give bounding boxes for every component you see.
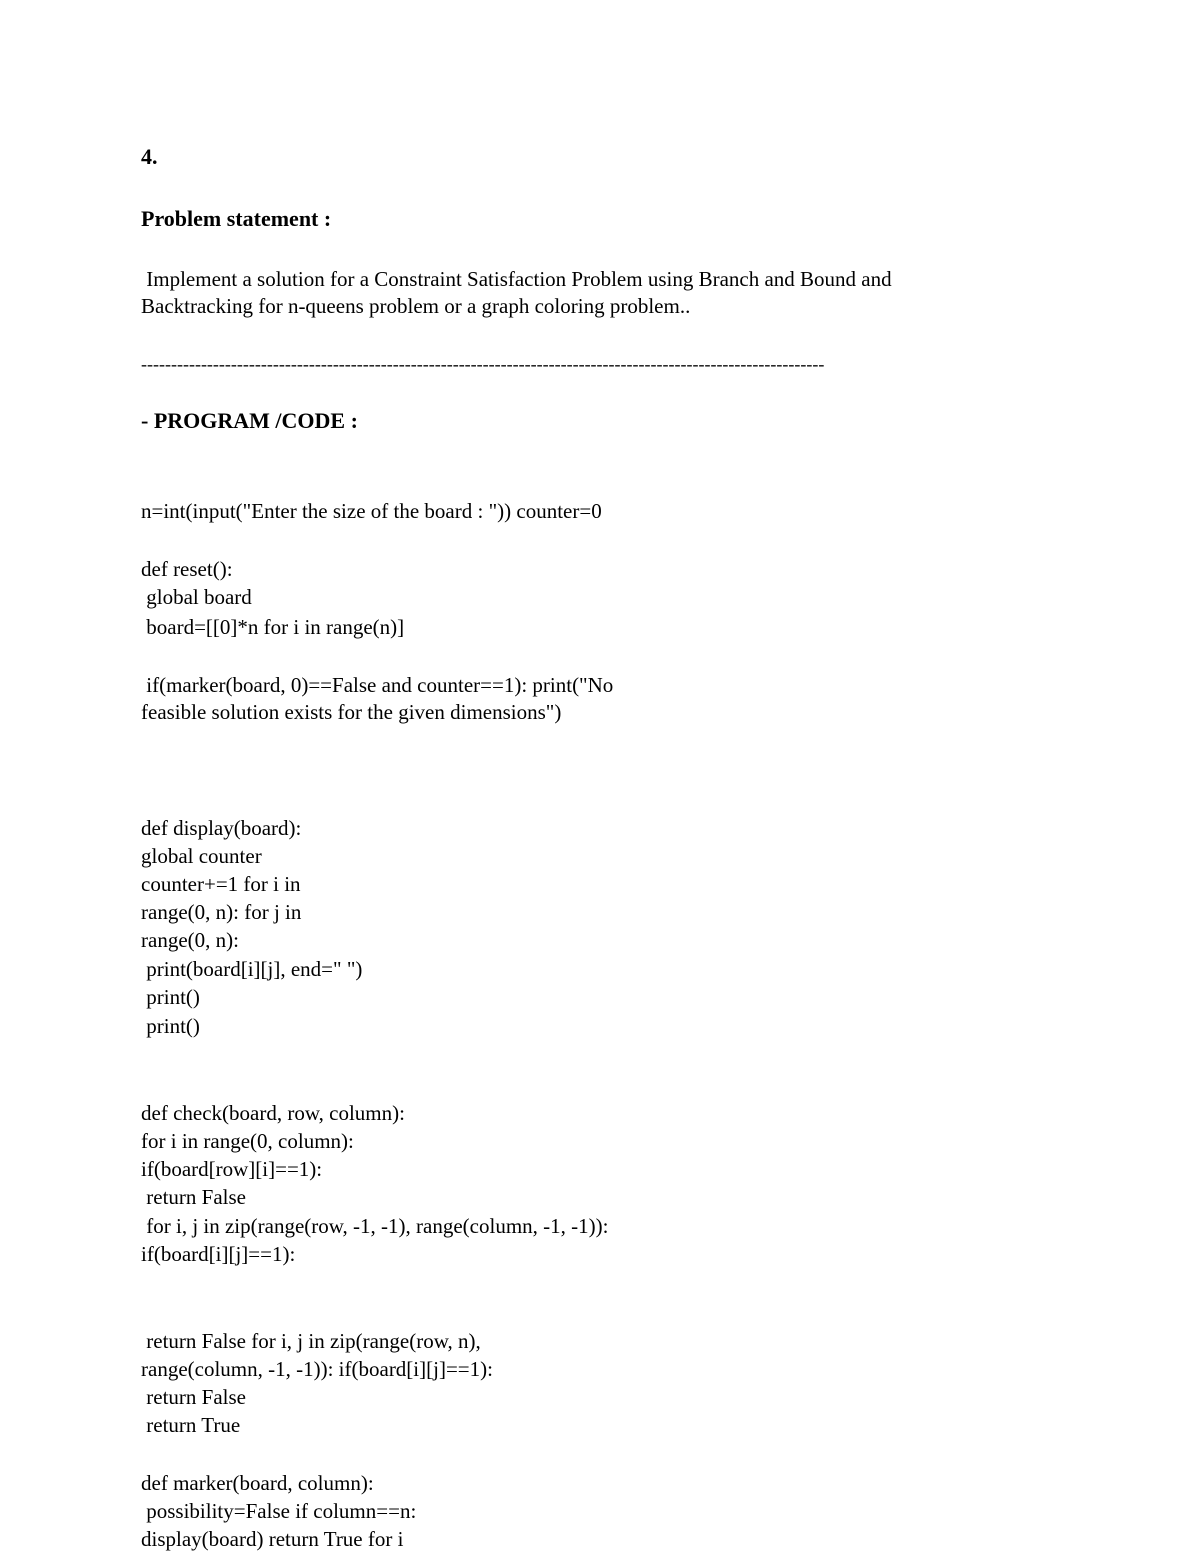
code-line: for i, j in zip(range(row, -1, -1), range(column, -1, -1)): <box>141 1214 609 1238</box>
code-line: if(board[i][j]==1): <box>141 1242 296 1266</box>
code-line: print() <box>141 985 200 1009</box>
code-line: print(board[i][j], end=" ") <box>141 957 363 981</box>
problem-statement-line: Implement a solution for a Constraint Satisfaction Problem using Branch and Bound and <box>141 267 892 291</box>
code-line: def check(board, row, column): <box>141 1101 405 1125</box>
code-line: if(marker(board, 0)==False and counter==1): print("No <box>141 673 614 697</box>
code-line: global counter <box>141 844 262 868</box>
code-line: def display(board): <box>141 816 302 840</box>
section-number: 4. <box>141 144 158 169</box>
program-code-heading: - PROGRAM /CODE : <box>141 408 358 433</box>
code-line: board=[[0]*n for i in range(n)] <box>141 615 405 639</box>
code-line: return False <box>141 1185 246 1209</box>
problem-statement-heading: Problem statement : <box>141 206 332 231</box>
code-line: if(board[row][i]==1): <box>141 1157 323 1181</box>
code-line: counter+=1 for i in <box>141 872 301 896</box>
code-line: range(column, -1, -1)): if(board[i][j]==1): <box>141 1357 493 1381</box>
code-line: range(0, n): for j in <box>141 900 302 924</box>
code-line: for i in range(0, column): <box>141 1129 354 1153</box>
code-line: range(0, n): <box>141 928 239 952</box>
code-line: possibility=False if column==n: <box>141 1499 417 1523</box>
code-line: global board <box>141 585 252 609</box>
code-line: return True <box>141 1413 241 1437</box>
code-line: return False for i, j in zip(range(row, n), <box>141 1329 481 1353</box>
code-line: n=int(input("Enter the size of the board : ")) counter=0 <box>141 499 602 523</box>
problem-statement-text <box>141 266 892 320</box>
code-line: return False <box>141 1385 246 1409</box>
code-line: def reset(): <box>141 557 233 581</box>
problem-statement-line: Backtracking for n-queens problem or a graph coloring problem.. <box>141 294 691 318</box>
code-line: display(board) return True for i <box>141 1527 404 1551</box>
code-line: feasible solution exists for the given dimensions") <box>141 700 562 724</box>
code-line: print() <box>141 1014 200 1038</box>
code-line: def marker(board, column): <box>141 1471 374 1495</box>
dashed-divider: ------------------------------------------------------------------------------------------------------------------ <box>141 354 825 374</box>
